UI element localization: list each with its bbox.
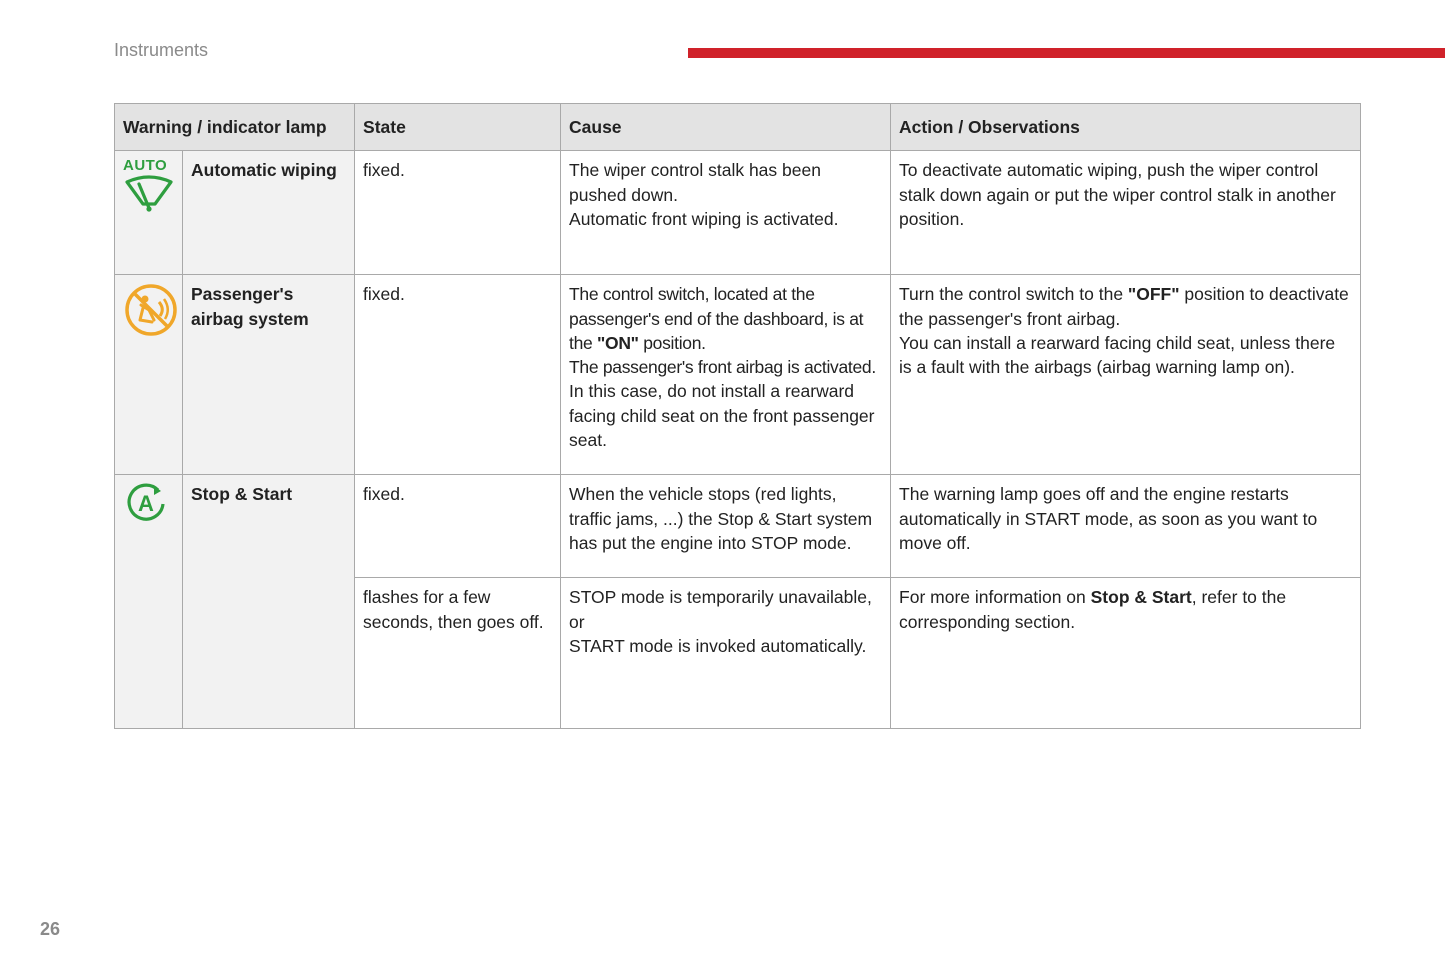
cause-bold: "ON" <box>597 332 639 353</box>
header-accent-bar <box>688 48 1445 58</box>
cause-cell <box>561 151 891 275</box>
action-line <box>899 282 1352 331</box>
lamp-icon-cell <box>115 275 183 475</box>
warning-lamp-table <box>114 103 1361 729</box>
lamp-icon-cell <box>115 475 183 729</box>
lamp-name: Stop & Start <box>183 475 355 729</box>
action-text: , refer to the corresponding section. <box>899 587 1287 632</box>
action-text: Turn the control switch to the <box>899 284 1128 305</box>
cause-line: The wiper control stalk has been pushed down. <box>569 160 821 205</box>
cause-line: START mode is invoked automatically. <box>569 635 867 656</box>
cause-line: In this case, do not install a rearward facing child seat on the front passenger seat. <box>569 381 875 451</box>
header-state: State <box>355 104 561 151</box>
state-cell: fixed. <box>355 151 561 275</box>
cause-text: The control switch, located at the passenger's end of the dashboard, is at the <box>569 284 864 353</box>
action-cell <box>891 578 1361 729</box>
action-text: position to deactivate the passenger's front airbag. <box>899 284 1349 329</box>
header-warning-lamp: Warning / indicator lamp <box>115 104 355 151</box>
table-header-row <box>115 104 1361 151</box>
state-cell: flashes for a few seconds, then goes off. <box>355 578 561 729</box>
cause-text: position. <box>638 332 706 353</box>
lamp-name: Passenger's airbag system <box>183 275 355 475</box>
table-row <box>115 151 1361 275</box>
cause-line: Automatic front wiping is activated. <box>569 208 839 229</box>
passenger-airbag-off-icon <box>123 282 179 338</box>
header-cause: Cause <box>561 104 891 151</box>
cause-cell <box>561 578 891 729</box>
cause-line: The passenger's front airbag is activated. <box>569 357 876 378</box>
table-row <box>115 275 1361 475</box>
auto-label: AUTO <box>123 157 168 175</box>
lamp-icon-cell <box>115 151 183 275</box>
state-cell: fixed. <box>355 275 561 475</box>
cause-line: STOP mode is temporarily unavailable, <box>569 587 872 608</box>
section-title: Instruments <box>114 40 209 60</box>
action-line: You can install a rearward facing child seat, unless there is a fault with the airbags (airbag warning lamp on). <box>899 332 1336 378</box>
lamp-name: Automatic wiping <box>183 151 355 275</box>
page-number: 26 <box>40 919 61 939</box>
action-cell: To deactivate automatic wiping, push the wiper control stalk down again or put the wiper control stalk in another position. <box>891 151 1361 275</box>
svg-text:A: A <box>138 491 154 517</box>
action-bold: "OFF" <box>1127 284 1180 305</box>
cause-line: or <box>569 611 585 632</box>
wiper-auto-icon <box>123 174 175 214</box>
action-cell <box>891 275 1361 475</box>
action-cell: The warning lamp goes off and the engine restarts automatically in START mode, as soon as you want to move off. <box>891 475 1361 578</box>
cause-cell: When the vehicle stops (red lights, traffic jams, ...) the Stop & Start system has put the engine into STOP mode. <box>561 475 891 578</box>
cause-line <box>569 282 882 355</box>
cause-cell <box>561 275 891 475</box>
header-action: Action / Observations <box>891 104 1361 151</box>
state-cell: fixed. <box>355 475 561 578</box>
action-text: For more information on <box>899 587 1091 608</box>
action-bold: Stop & Start <box>1090 587 1192 608</box>
table-row <box>115 475 1361 578</box>
stop-start-icon <box>123 482 169 524</box>
